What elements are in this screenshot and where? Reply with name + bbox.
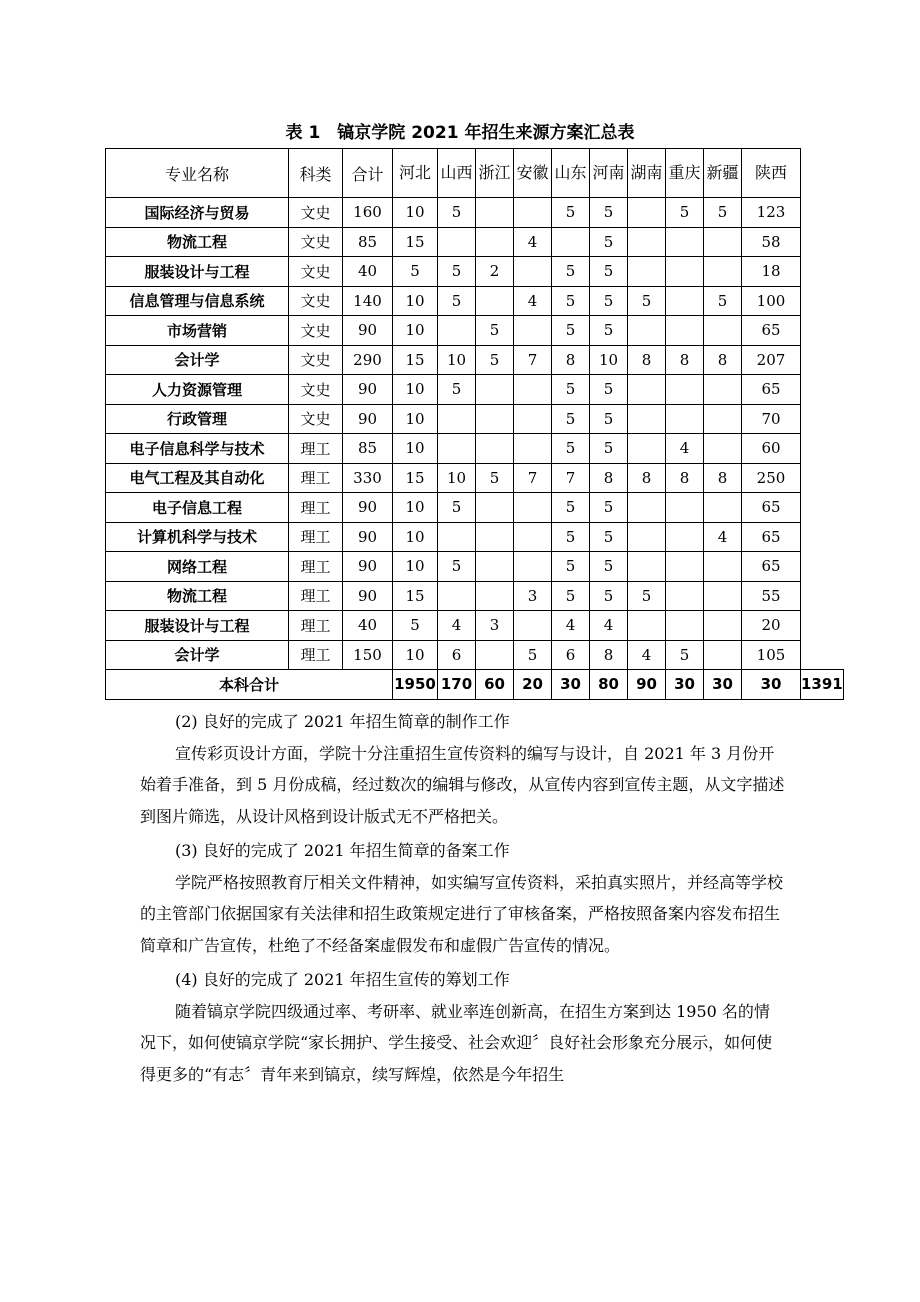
table-row	[106, 434, 844, 464]
quota-cell	[438, 316, 476, 346]
quota-cell	[514, 257, 552, 287]
major-name-cell: 物流工程	[106, 581, 289, 611]
major-name-cell: 网络工程	[106, 552, 289, 582]
quota-cell	[476, 286, 514, 316]
quota-cell: 10	[393, 434, 438, 464]
category-cell: 理工	[289, 581, 343, 611]
quota-cell: 5	[666, 198, 704, 228]
header-province: 浙江	[476, 149, 514, 198]
quota-cell	[628, 552, 666, 582]
quota-cell	[514, 522, 552, 552]
table-row	[106, 493, 844, 523]
body-paragraph: 学院严格按照教育厅相关文件精神，如实编写宣传资料，采拍真实照片，并经高等学校的主管部门依据国家有关法律和招生政策规定进行了审核备案，严格按照备案内容发布招生简章和广告宣传，杜绝了不经备案虚假发布和虚假广告宣传的情况。	[140, 872, 784, 955]
header-major: 专业名称	[106, 149, 289, 198]
major-name-cell: 会计学	[106, 640, 289, 670]
row-total-cell: 160	[343, 198, 393, 228]
quota-cell: 5	[590, 316, 628, 346]
quota-cell: 5	[393, 257, 438, 287]
section-heading: (2) 良好的完成了 2021 年招生简章的制作工作	[175, 712, 510, 731]
quota-cell	[704, 227, 742, 257]
header-province: 陕西	[742, 149, 801, 198]
major-name-cell: 电气工程及其自动化	[106, 463, 289, 493]
quota-cell: 5	[628, 581, 666, 611]
major-name-cell: 行政管理	[106, 404, 289, 434]
quota-cell: 5	[438, 375, 476, 405]
total-cell: 1391	[801, 670, 844, 700]
quota-cell: 5	[552, 434, 590, 464]
major-name-cell: 服装设计与工程	[106, 611, 289, 641]
quota-cell: 7	[514, 463, 552, 493]
quota-cell	[552, 227, 590, 257]
quota-cell: 10	[393, 640, 438, 670]
quota-cell: 3	[514, 581, 552, 611]
quota-cell	[666, 493, 704, 523]
quota-cell: 15	[393, 581, 438, 611]
quota-cell: 5	[590, 375, 628, 405]
quota-cell: 4	[704, 522, 742, 552]
row-total-cell: 85	[343, 434, 393, 464]
total-row	[106, 670, 844, 700]
quota-cell: 5	[590, 404, 628, 434]
major-name-cell: 市场营销	[106, 316, 289, 346]
row-total-cell: 290	[343, 345, 393, 375]
total-cell: 20	[514, 670, 552, 700]
table-row	[106, 375, 844, 405]
quota-cell: 5	[552, 286, 590, 316]
row-total-cell: 40	[343, 257, 393, 287]
table-row	[106, 522, 844, 552]
quota-cell	[514, 198, 552, 228]
quota-cell: 5	[438, 286, 476, 316]
header-province: 新疆	[704, 149, 742, 198]
quota-cell	[628, 227, 666, 257]
quota-cell	[666, 227, 704, 257]
quota-cell	[476, 640, 514, 670]
quota-cell: 5	[590, 522, 628, 552]
category-cell: 理工	[289, 434, 343, 464]
quota-cell: 5	[590, 434, 628, 464]
quota-cell: 105	[742, 640, 801, 670]
section-heading: (4) 良好的完成了 2021 年招生宣传的筹划工作	[175, 970, 510, 989]
quota-cell	[628, 434, 666, 464]
quota-cell: 8	[628, 345, 666, 375]
quota-cell	[514, 375, 552, 405]
quota-cell	[438, 227, 476, 257]
category-cell: 文史	[289, 257, 343, 287]
quota-cell	[628, 493, 666, 523]
quota-cell	[704, 434, 742, 464]
quota-cell	[666, 581, 704, 611]
quota-cell: 5	[552, 522, 590, 552]
row-total-cell: 90	[343, 581, 393, 611]
header-province: 安徽	[514, 149, 552, 198]
row-total-cell: 90	[343, 522, 393, 552]
quota-cell: 10	[393, 198, 438, 228]
table-row	[106, 463, 844, 493]
quota-cell: 10	[393, 552, 438, 582]
quota-cell	[666, 316, 704, 346]
quota-cell	[704, 581, 742, 611]
quota-cell	[476, 581, 514, 611]
quota-cell: 5	[590, 257, 628, 287]
body-paragraph: 随着镐京学院四级通过率、考研率、就业率连创新高，在招生方案到达 1950 名的情况下，如何使镐京学院“家长拥护、学生接受、社会欢迎〞良好社会形象充分展示，如何使得更多的“有志〞青年来到镐京，续写辉煌，依然是今年招生	[140, 1001, 773, 1084]
quota-cell: 123	[742, 198, 801, 228]
category-cell: 文史	[289, 345, 343, 375]
total-cell: 30	[552, 670, 590, 700]
quota-cell: 8	[704, 345, 742, 375]
header-province: 河南	[590, 149, 628, 198]
quota-cell	[666, 375, 704, 405]
quota-cell: 10	[393, 375, 438, 405]
major-name-cell: 物流工程	[106, 227, 289, 257]
quota-cell: 20	[742, 611, 801, 641]
category-cell: 理工	[289, 611, 343, 641]
total-cell: 90	[628, 670, 666, 700]
quota-cell: 207	[742, 345, 801, 375]
quota-cell: 8	[590, 463, 628, 493]
quota-cell: 4	[666, 434, 704, 464]
quota-cell: 5	[704, 198, 742, 228]
quota-cell: 5	[552, 198, 590, 228]
quota-cell: 60	[742, 434, 801, 464]
quota-cell: 10	[590, 345, 628, 375]
quota-cell	[628, 375, 666, 405]
quota-cell: 5	[552, 581, 590, 611]
quota-cell	[666, 522, 704, 552]
major-name-cell: 服装设计与工程	[106, 257, 289, 287]
quota-cell	[476, 522, 514, 552]
total-cell: 30	[666, 670, 704, 700]
header-province: 重庆	[666, 149, 704, 198]
header-category: 科类	[289, 149, 343, 198]
quota-cell	[438, 522, 476, 552]
quota-cell	[704, 257, 742, 287]
quota-cell: 100	[742, 286, 801, 316]
quota-cell: 5	[590, 581, 628, 611]
quota-cell	[476, 552, 514, 582]
quota-cell	[514, 493, 552, 523]
category-cell: 理工	[289, 493, 343, 523]
quota-cell: 5	[552, 316, 590, 346]
row-total-cell: 40	[343, 611, 393, 641]
table-row	[106, 257, 844, 287]
table-row	[106, 611, 844, 641]
quota-cell	[628, 316, 666, 346]
table-row	[106, 286, 844, 316]
total-cell: 30	[704, 670, 742, 700]
table-row	[106, 316, 844, 346]
total-cell: 1950	[393, 670, 438, 700]
quota-cell: 5	[628, 286, 666, 316]
quota-cell	[704, 640, 742, 670]
quota-cell	[704, 404, 742, 434]
row-total-cell: 90	[343, 493, 393, 523]
table-header-row	[106, 149, 844, 198]
category-cell: 文史	[289, 198, 343, 228]
quota-cell: 250	[742, 463, 801, 493]
quota-cell: 4	[628, 640, 666, 670]
category-cell: 文史	[289, 404, 343, 434]
quota-cell: 5	[666, 640, 704, 670]
quota-cell: 5	[476, 316, 514, 346]
quota-cell	[666, 552, 704, 582]
total-cell: 170	[438, 670, 476, 700]
quota-cell: 8	[666, 345, 704, 375]
quota-cell: 70	[742, 404, 801, 434]
quota-cell: 15	[393, 345, 438, 375]
quota-cell: 10	[393, 316, 438, 346]
header-province: 河北	[393, 149, 438, 198]
quota-cell	[666, 286, 704, 316]
quota-cell	[704, 611, 742, 641]
row-total-cell: 150	[343, 640, 393, 670]
quota-cell	[514, 552, 552, 582]
quota-cell: 8	[666, 463, 704, 493]
quota-cell: 15	[393, 463, 438, 493]
quota-cell: 65	[742, 316, 801, 346]
quota-cell	[476, 375, 514, 405]
table-row	[106, 227, 844, 257]
major-name-cell: 人力资源管理	[106, 375, 289, 405]
quota-cell: 5	[393, 611, 438, 641]
quota-cell	[438, 404, 476, 434]
major-name-cell: 会计学	[106, 345, 289, 375]
quota-cell: 10	[438, 345, 476, 375]
quota-cell	[628, 404, 666, 434]
header-province: 湖南	[628, 149, 666, 198]
quota-cell	[476, 434, 514, 464]
quota-cell	[514, 434, 552, 464]
table-row	[106, 404, 844, 434]
quota-cell: 65	[742, 522, 801, 552]
category-cell: 理工	[289, 522, 343, 552]
category-cell: 文史	[289, 227, 343, 257]
quota-cell: 4	[514, 227, 552, 257]
header-total: 合计	[343, 149, 393, 198]
quota-cell: 5	[438, 552, 476, 582]
quota-cell: 65	[742, 375, 801, 405]
total-cell: 30	[742, 670, 801, 700]
quota-cell: 5	[704, 286, 742, 316]
quota-cell	[628, 522, 666, 552]
section-heading: (3) 良好的完成了 2021 年招生简章的备案工作	[175, 841, 510, 860]
row-total-cell: 90	[343, 552, 393, 582]
quota-cell	[514, 611, 552, 641]
header-province: 山东	[552, 149, 590, 198]
quota-cell: 5	[514, 640, 552, 670]
category-cell: 理工	[289, 640, 343, 670]
quota-cell	[514, 404, 552, 434]
quota-cell: 5	[590, 493, 628, 523]
quota-cell	[476, 493, 514, 523]
category-cell: 文史	[289, 316, 343, 346]
quota-cell: 5	[552, 404, 590, 434]
quota-cell	[476, 198, 514, 228]
quota-cell: 5	[590, 227, 628, 257]
quota-cell	[476, 404, 514, 434]
category-cell: 文史	[289, 375, 343, 405]
quota-cell: 10	[393, 493, 438, 523]
quota-cell	[704, 552, 742, 582]
quota-cell: 4	[590, 611, 628, 641]
quota-cell: 5	[552, 257, 590, 287]
quota-cell: 6	[552, 640, 590, 670]
enrollment-summary-table	[105, 148, 844, 700]
quota-cell: 2	[476, 257, 514, 287]
quota-cell: 5	[438, 493, 476, 523]
category-cell: 理工	[289, 552, 343, 582]
quota-cell: 4	[438, 611, 476, 641]
quota-cell	[476, 227, 514, 257]
quota-cell	[704, 316, 742, 346]
table-row	[106, 552, 844, 582]
quota-cell: 5	[590, 552, 628, 582]
quota-cell: 10	[393, 404, 438, 434]
quota-cell: 5	[438, 198, 476, 228]
table-row	[106, 581, 844, 611]
quota-cell: 6	[438, 640, 476, 670]
row-total-cell: 85	[343, 227, 393, 257]
quota-cell: 4	[514, 286, 552, 316]
quota-cell: 10	[393, 286, 438, 316]
quota-cell: 7	[552, 463, 590, 493]
row-total-cell: 330	[343, 463, 393, 493]
major-name-cell: 电子信息科学与技术	[106, 434, 289, 464]
quota-cell: 65	[742, 552, 801, 582]
quota-cell	[704, 375, 742, 405]
header-province: 山西	[438, 149, 476, 198]
quota-cell: 5	[552, 375, 590, 405]
quota-cell: 10	[438, 463, 476, 493]
quota-cell: 4	[552, 611, 590, 641]
row-total-cell: 90	[343, 404, 393, 434]
quota-cell: 18	[742, 257, 801, 287]
quota-cell: 7	[514, 345, 552, 375]
quota-cell	[628, 257, 666, 287]
quota-cell: 3	[476, 611, 514, 641]
total-cell: 80	[590, 670, 628, 700]
table-title: 表 1 镐京学院 2021 年招生来源方案汇总表	[285, 123, 635, 143]
total-cell: 60	[476, 670, 514, 700]
quota-cell: 58	[742, 227, 801, 257]
quota-cell: 10	[393, 522, 438, 552]
quota-cell	[666, 611, 704, 641]
quota-cell: 8	[628, 463, 666, 493]
document-body	[140, 703, 785, 1090]
table-row	[106, 345, 844, 375]
row-total-cell: 90	[343, 375, 393, 405]
category-cell: 文史	[289, 286, 343, 316]
quota-cell: 5	[590, 198, 628, 228]
body-paragraph: 宣传彩页设计方面，学院十分注重招生宣传资料的编写与设计，自 2021 年 3 月份开始着手准备，到 5 月份成稿，经过数次的编辑与修改，从宣传内容到宣传主题，从文字描述到图片筛选，从设计风格到设计版式无不严格把关。	[140, 743, 785, 826]
major-name-cell: 信息管理与信息系统	[106, 286, 289, 316]
quota-cell: 8	[704, 463, 742, 493]
major-name-cell: 国际经济与贸易	[106, 198, 289, 228]
quota-cell	[666, 404, 704, 434]
quota-cell: 65	[742, 493, 801, 523]
quota-cell: 5	[590, 286, 628, 316]
category-cell: 理工	[289, 463, 343, 493]
major-name-cell: 计算机科学与技术	[106, 522, 289, 552]
quota-cell	[438, 581, 476, 611]
table-row	[106, 198, 844, 228]
quota-cell	[438, 434, 476, 464]
quota-cell: 5	[438, 257, 476, 287]
quota-cell	[704, 493, 742, 523]
quota-cell	[628, 611, 666, 641]
major-name-cell: 电子信息工程	[106, 493, 289, 523]
total-label: 本科合计	[106, 670, 393, 700]
quota-cell	[666, 257, 704, 287]
quota-cell: 5	[476, 463, 514, 493]
quota-cell: 15	[393, 227, 438, 257]
quota-cell: 5	[476, 345, 514, 375]
quota-cell: 5	[552, 552, 590, 582]
quota-cell	[514, 316, 552, 346]
quota-cell: 8	[590, 640, 628, 670]
row-total-cell: 90	[343, 316, 393, 346]
table-row	[106, 640, 844, 670]
row-total-cell: 140	[343, 286, 393, 316]
quota-cell: 5	[552, 493, 590, 523]
quota-cell: 55	[742, 581, 801, 611]
quota-cell: 8	[552, 345, 590, 375]
quota-cell	[628, 198, 666, 228]
